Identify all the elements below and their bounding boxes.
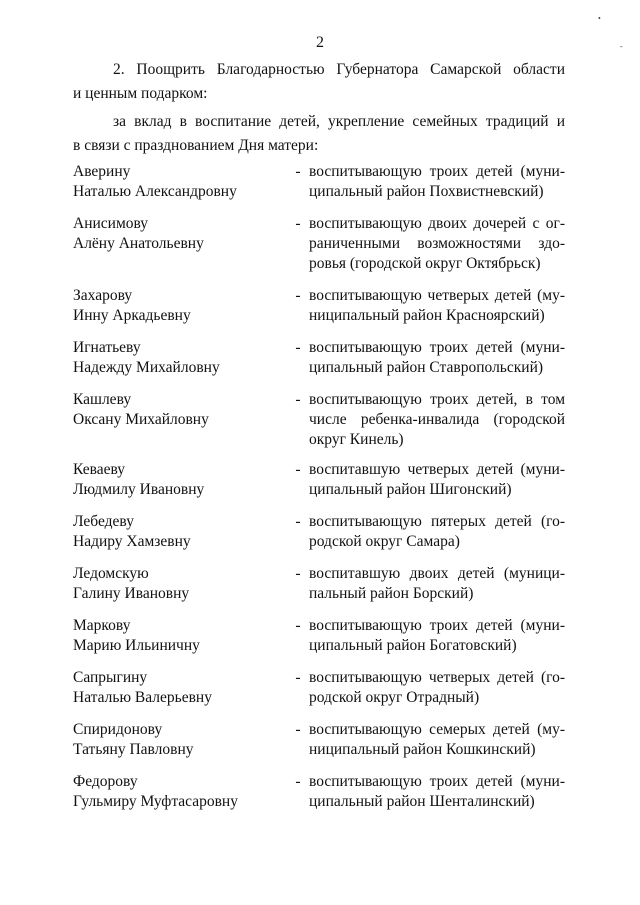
reason-line-2: в связи с празднованием Дня матери: bbox=[73, 137, 319, 154]
reason-paragraph bbox=[73, 110, 565, 158]
entry-dash: - bbox=[295, 513, 301, 530]
description-line: ровья (городской округ Октябрьск) bbox=[309, 255, 541, 272]
description-line: родской округ Отрадный) bbox=[309, 689, 480, 706]
awardee-surname: Лебедеву bbox=[73, 513, 134, 530]
description-line: ниципальный район Кошкинский) bbox=[309, 741, 536, 758]
awardee-surname: Анисимову bbox=[73, 215, 149, 232]
awardee-surname: Аверину bbox=[73, 163, 131, 180]
awardee-name bbox=[73, 512, 283, 552]
awardee-surname: Ледомскую bbox=[73, 565, 149, 582]
description-line: ципальный район Шигонский) bbox=[309, 481, 512, 498]
awardee-name bbox=[73, 460, 283, 500]
awardee-surname: Игнатьеву bbox=[73, 339, 141, 356]
awardee-name bbox=[73, 772, 283, 812]
awardee-given-names: Инну Аркадьевну bbox=[73, 307, 191, 324]
description-line: воспитывающую троих детей (муни- bbox=[309, 163, 565, 180]
awardee-name bbox=[73, 390, 283, 430]
entry-dash: - bbox=[295, 461, 301, 478]
awardee-given-names: Наталью Валерьевну bbox=[73, 689, 212, 706]
awardee-surname: Кеваеву bbox=[73, 461, 126, 478]
description-line: воспитывающую семерых детей (му- bbox=[309, 721, 565, 738]
description-line: числе ребенка-инвалида (городской bbox=[309, 411, 565, 428]
awardee-given-names: Марию Ильиничну bbox=[73, 637, 200, 654]
award-line-2: и ценным подарком: bbox=[73, 85, 208, 102]
awardee-given-names: Алёну Анатольевну bbox=[73, 235, 204, 252]
awardee-surname: Федорову bbox=[73, 773, 138, 790]
page-number: 2 bbox=[316, 34, 324, 51]
entry-dash: - bbox=[295, 773, 301, 790]
awardee-surname: Кашлеву bbox=[73, 391, 132, 408]
description-line: ципальный район Похвистневский) bbox=[309, 183, 544, 200]
entry-dash: - bbox=[295, 669, 301, 686]
awardee-given-names: Галину Ивановну bbox=[73, 585, 190, 602]
award-line-1: 2. Поощрить Благодарностью Губернатора Самарской области bbox=[113, 61, 565, 78]
awardee-name bbox=[73, 616, 283, 656]
award-paragraph bbox=[73, 58, 565, 106]
awardee-given-names: Надиру Хамзевну bbox=[73, 533, 191, 550]
description-line: воспитывающую троих детей (муни- bbox=[309, 339, 565, 356]
awardee-given-names: Татьяну Павловну bbox=[73, 741, 194, 758]
reason-line-1: за вклад в воспитание детей, укрепление семейных традиций и bbox=[113, 113, 565, 130]
awardee-description bbox=[309, 338, 565, 378]
awardee-description bbox=[309, 564, 565, 604]
entry-dash: - bbox=[295, 287, 301, 304]
awardee-description bbox=[309, 720, 565, 760]
awardee-description bbox=[309, 668, 565, 708]
description-line: воспитавшую четверых детей (муни- bbox=[309, 461, 565, 478]
description-line: ципальный район Шенталинский) bbox=[309, 793, 535, 810]
description-line: ципальный район Богатовский) bbox=[309, 637, 517, 654]
awardee-name bbox=[73, 338, 283, 378]
awardee-surname: Спиридонову bbox=[73, 721, 163, 738]
description-line: воспитывающую четверых детей (му- bbox=[309, 287, 565, 304]
awardee-name bbox=[73, 720, 283, 760]
description-line: воспитывающую пятерых детей (го- bbox=[309, 513, 565, 530]
entry-dash: - bbox=[295, 215, 301, 232]
entry-dash: - bbox=[295, 565, 301, 582]
entry-dash: - bbox=[295, 339, 301, 356]
description-line: воспитывающую троих детей (муни- bbox=[309, 773, 565, 790]
awardee-given-names: Гульмиру Муфтасаровну bbox=[73, 793, 238, 810]
awardee-description bbox=[309, 214, 565, 274]
description-line: воспитывающую двоих дочерей с ог- bbox=[309, 215, 565, 232]
awardee-given-names: Надежду Михайловну bbox=[73, 359, 220, 376]
entry-dash: - bbox=[295, 617, 301, 634]
description-line: округ Кинель) bbox=[309, 431, 404, 448]
awardee-description bbox=[309, 162, 565, 202]
awardee-surname: Маркову bbox=[73, 617, 131, 634]
entry-dash: - bbox=[295, 391, 301, 408]
description-line: воспитывающую троих детей, в том bbox=[309, 391, 565, 408]
awardee-description bbox=[309, 616, 565, 656]
awardee-given-names: Наталью Александровну bbox=[73, 183, 237, 200]
awardee-name bbox=[73, 214, 283, 254]
awardee-surname: Захарову bbox=[73, 287, 133, 304]
description-line: воспитавшую двоих детей (муници- bbox=[309, 565, 565, 582]
awardee-name bbox=[73, 162, 283, 202]
awardee-given-names: Людмилу Ивановну bbox=[73, 481, 205, 498]
description-line: воспитывающую четверых детей (го- bbox=[309, 669, 565, 686]
description-line: ципальный район Ставропольский) bbox=[309, 359, 544, 376]
description-line: раниченными возможностями здо- bbox=[309, 235, 565, 252]
awardee-name bbox=[73, 668, 283, 708]
awardee-description bbox=[309, 286, 565, 326]
awardee-description bbox=[309, 390, 565, 450]
scan-speck: • bbox=[598, 14, 601, 23]
awardee-name bbox=[73, 286, 283, 326]
description-line: ниципальный район Красноярский) bbox=[309, 307, 545, 324]
description-line: воспитывающую троих детей (муни- bbox=[309, 617, 565, 634]
description-line: пальный район Борский) bbox=[309, 585, 474, 602]
entry-dash: - bbox=[295, 163, 301, 180]
description-line: родской округ Самара) bbox=[309, 533, 460, 550]
entry-dash: - bbox=[295, 721, 301, 738]
awardee-given-names: Оксану Михайловну bbox=[73, 411, 209, 428]
awardee-surname: Сапрыгину bbox=[73, 669, 148, 686]
awardee-description bbox=[309, 512, 565, 552]
scan-speck: - bbox=[620, 42, 623, 51]
awardee-name bbox=[73, 564, 283, 604]
awardee-description bbox=[309, 772, 565, 812]
awardee-description bbox=[309, 460, 565, 500]
